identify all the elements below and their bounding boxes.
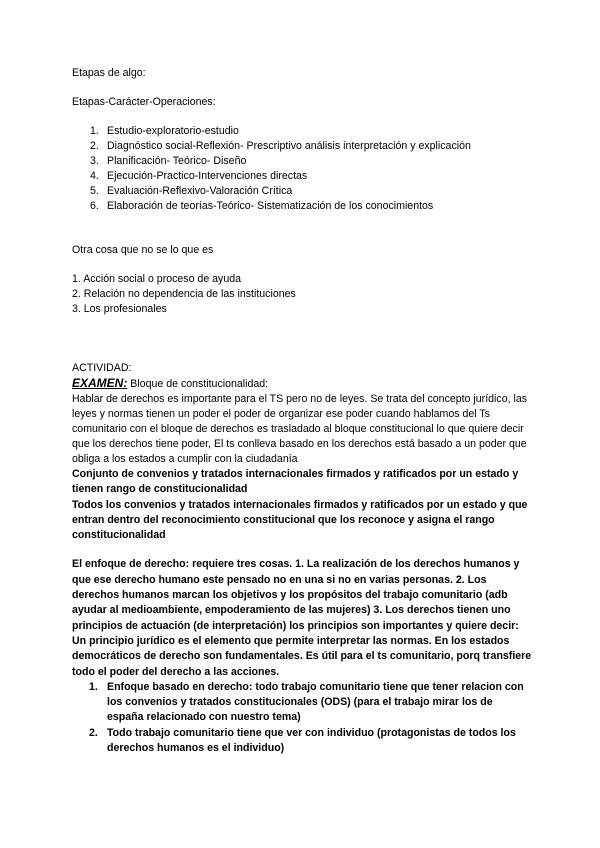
list-item: 2. Relación no dependencia de las instituciones (72, 288, 296, 300)
bold-enfoque: El enfoque de derecho: requiere tres cosas. 1. La realización de los derechos humanos y que ese derecho humano este pensado no en una si no en varias personas. 2. Los derechos humanos marcan los objetivos y los propósitos del trabajo comunitario (adb ayudar al medioambiente, empoderamiento de las mujeres) 3. Los derechos tienen uno principios de actuación (de interpretación) los principios son importantes y quiere decir: Un principio jurídico es el elemento que permite interpretar las normas. En los estados democráticos de derecho son fundamentales. Es útil para el ts comunitario, porq transfiere todo el poder del derecho a las acciones. (72, 558, 532, 678)
document-page (72, 66, 532, 756)
list-item: 1. Estudio-exploratorio-estudio (90, 125, 239, 137)
list-item: 3. Planificación- Teórico- Diseño (90, 155, 247, 167)
enfoque-list (72, 680, 532, 756)
other-list (72, 272, 532, 317)
bold-definition-1: Conjunto de convenios y tratados internacionales firmados y ratificados por un estado y tienen rango de constitucionalidad (72, 468, 519, 496)
exam-topic: Bloque de constitucionalidad: (127, 378, 269, 390)
stages-list (72, 124, 532, 214)
list-item: 3. Los profesionales (72, 303, 167, 315)
heading-etapas-caracter: Etapas-Carácter-Operaciones: (72, 96, 216, 108)
paragraph-derechos: Hablar de derechos es importante para el TS pero no de leyes. Se trata del concepto jurídico, las leyes y normas tienen un poder el poder de organizar ese poder cuando hablamos del Ts comunitario con el bloque de derechos es trasladado al bloque constitucional lo que quiere decir que los derechos tiene poder, El ts conlleva basado en los derechos está basado a un poder que obliga a los estados a cumplir con la ciudadanía (72, 393, 528, 465)
activity-label: ACTIVIDAD: (72, 362, 132, 374)
bold-definition-2: Todos los convenios y tratados internacionales firmados y ratificados por un estado y que entran dentro del reconocimiento constitucional que los reconoce y asigna el rango constitucionalidad (72, 498, 528, 542)
exam-label: EXAMEN: (72, 376, 128, 390)
list-item: 1. Enfoque basado en derecho: todo trabajo comunitario tiene que tener relacion con los convenios y tratados constitucionales (ODS) (para el trabajo mirar los de españa relacionado con nuestro tema) (89, 680, 524, 724)
list-item: 5. Evaluación-Reflexivo-Valoración Crítica (90, 185, 293, 197)
list-item: 2. Diagnóstico social-Reflexión- Prescriptivo análisis interpretación y explicación (90, 140, 471, 152)
heading-etapas: Etapas de algo: (72, 67, 146, 79)
other-heading: Otra cosa que no se lo que es (72, 244, 214, 256)
list-item: 2. Todo trabajo comunitario tiene que ver con individuo (protagonistas de todos los derechos humanos es el individuo) (89, 726, 516, 755)
list-item: 1. Acción social o proceso de ayuda (72, 273, 242, 285)
list-item: 6. Elaboración de teorías-Teórico- Sistematización de los conocimientos (90, 200, 434, 212)
list-item: 4. Ejecución-Practico-Intervenciones directas (90, 170, 308, 182)
exam-line (72, 376, 532, 392)
